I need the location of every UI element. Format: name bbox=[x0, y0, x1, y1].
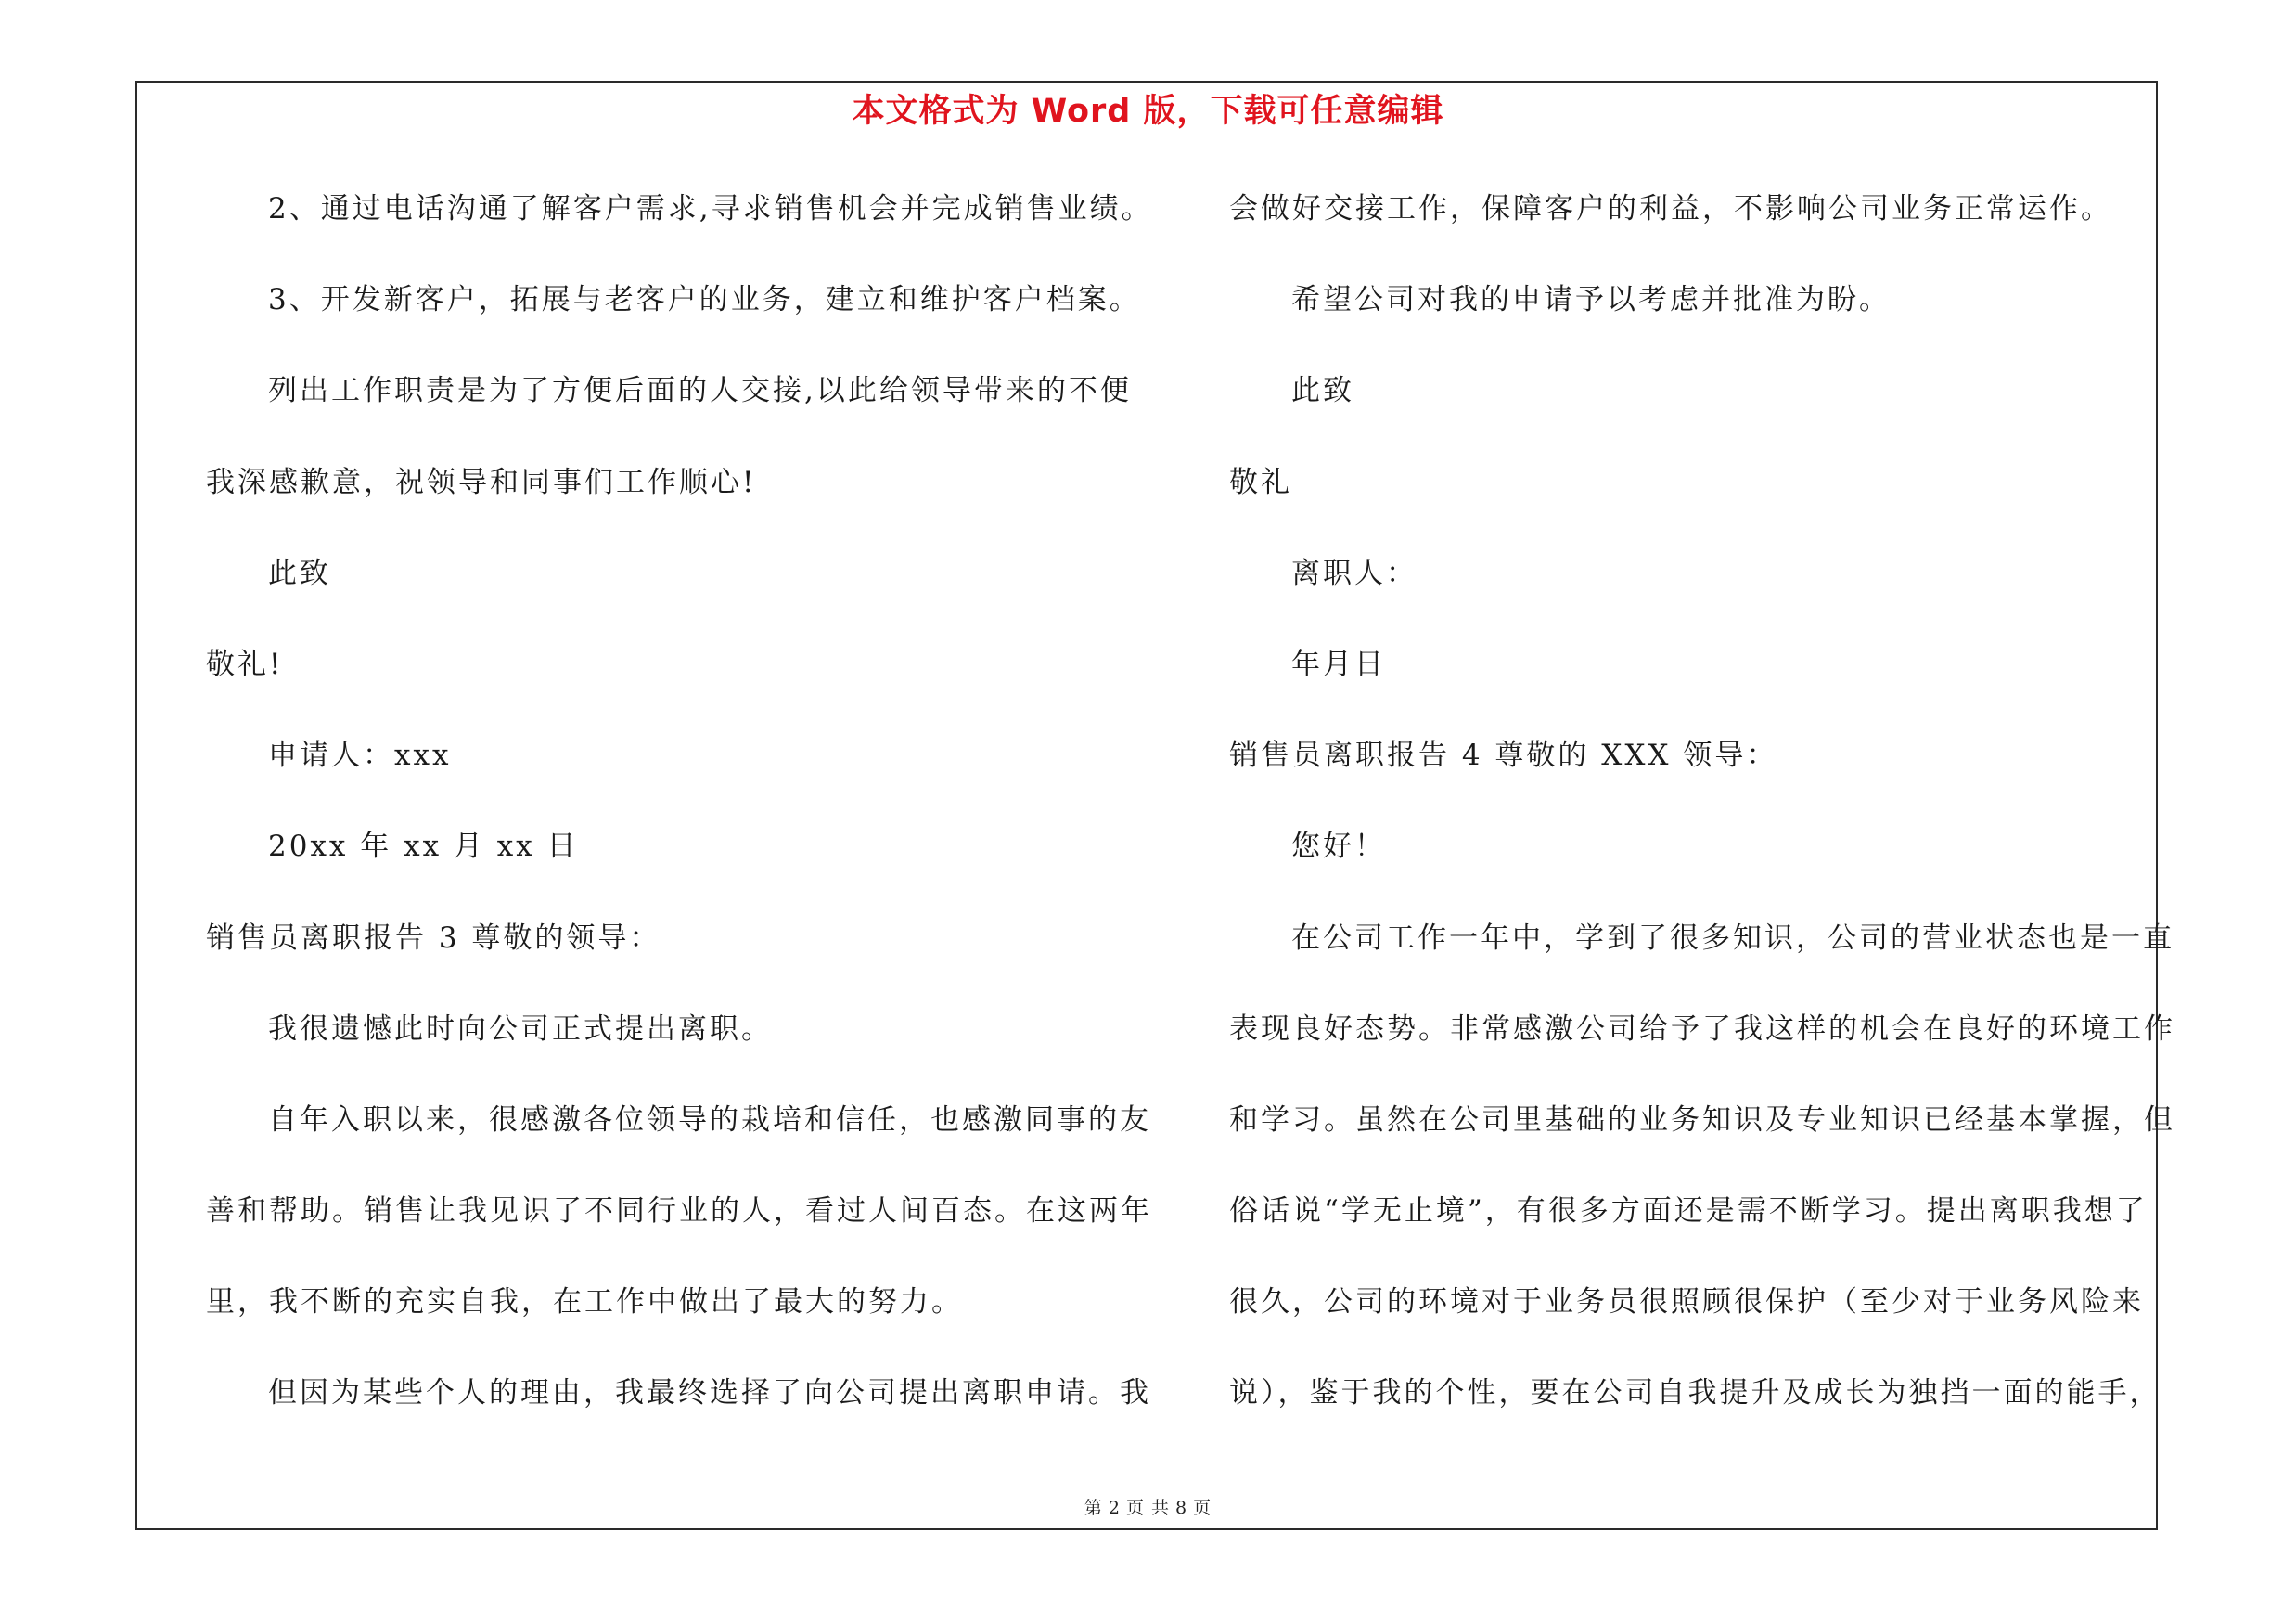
paragraph-line: 您好！ bbox=[1291, 830, 1386, 864]
page-footer bbox=[0, 1494, 2296, 1519]
paragraph-line: 此致 bbox=[268, 556, 331, 590]
format-banner: 本文格式为 Word 版，下载可任意编辑 bbox=[852, 93, 1444, 130]
paragraph-line: 销售员离职报告 3 尊敬的领导： bbox=[206, 921, 661, 955]
right-column bbox=[1229, 176, 2175, 1452]
footer-middle: 页 共 bbox=[1125, 1498, 1171, 1518]
paragraph-line: 申请人：xxx bbox=[268, 739, 452, 773]
paragraph-line: 年月日 bbox=[1291, 647, 1386, 681]
paragraph-line: 此致 bbox=[1291, 374, 1354, 408]
paragraph-line: 敬礼 bbox=[1229, 465, 1292, 499]
paragraph-line: 俗话说“学无止境”，有很多方面还是需不断学习。提出离职我想了 bbox=[1229, 1194, 2148, 1229]
paragraph-line: 自年入职以来，很感激各位领导的栽培和信任，也感激同事的友 bbox=[268, 1102, 1151, 1137]
paragraph-line: 在公司工作一年中，学到了很多知识，公司的营业状态也是一直 bbox=[1291, 921, 2174, 955]
footer-total-pages: 8 bbox=[1175, 1498, 1188, 1518]
paragraph-line: 2、通过电话沟通了解客户需求,寻求销售机会并完成销售业绩。 bbox=[268, 192, 1153, 225]
paragraph-line: 善和帮助。销售让我见识了不同行业的人，看过人间百态。在这两年 bbox=[206, 1194, 1152, 1229]
paragraph-line: 离职人： bbox=[1291, 556, 1417, 590]
paragraph-line: 但因为某些个人的理由，我最终选择了向公司提出离职申请。我 bbox=[268, 1376, 1151, 1410]
paragraph-line: 会做好交接工作，保障客户的利益，不影响公司业务正常运作。 bbox=[1229, 192, 2112, 225]
paragraph-line: 说），鉴于我的个性，要在公司自我提升及成长为独挡一面的能手， bbox=[1229, 1376, 2161, 1410]
footer-suffix: 页 bbox=[1193, 1498, 1212, 1518]
footer-prefix: 第 bbox=[1084, 1498, 1103, 1518]
paragraph-line: 我深感歉意，祝领导和同事们工作顺心! bbox=[206, 465, 757, 499]
paragraph-line: 20xx 年 xx 月 xx 日 bbox=[268, 830, 579, 864]
paragraph-line: 我很遗憾此时向公司正式提出离职。 bbox=[268, 1011, 773, 1046]
paragraph-line: 和学习。虽然在公司里基础的业务知识及专业知识已经基本掌握，但 bbox=[1229, 1102, 2175, 1137]
paragraph-line: 里，我不断的充实自我，在工作中做出了最大的努力。 bbox=[206, 1285, 963, 1320]
paragraph-line: 3、开发新客户，拓展与老客户的业务，建立和维护客户档案。 bbox=[268, 283, 1141, 317]
paragraph-line: 希望公司对我的申请予以考虑并批准为盼。 bbox=[1291, 283, 1891, 317]
paragraph-line: 销售员离职报告 4 尊敬的 XXX 领导： bbox=[1229, 739, 1778, 773]
paragraph-line: 列出工作职责是为了方便后面的人交接,以此给领导带来的不便 bbox=[268, 374, 1132, 408]
paragraph-line: 很久，公司的环境对于业务员很照顾很保护（至少对于业务风险来 bbox=[1229, 1285, 2144, 1320]
paragraph-line: 敬礼! bbox=[206, 647, 284, 681]
footer-current-page: 2 bbox=[1108, 1498, 1121, 1518]
left-column bbox=[206, 176, 1153, 1452]
paragraph-line: 表现良好态势。非常感激公司给予了我这样的机会在良好的环境工作 bbox=[1229, 1011, 2175, 1046]
